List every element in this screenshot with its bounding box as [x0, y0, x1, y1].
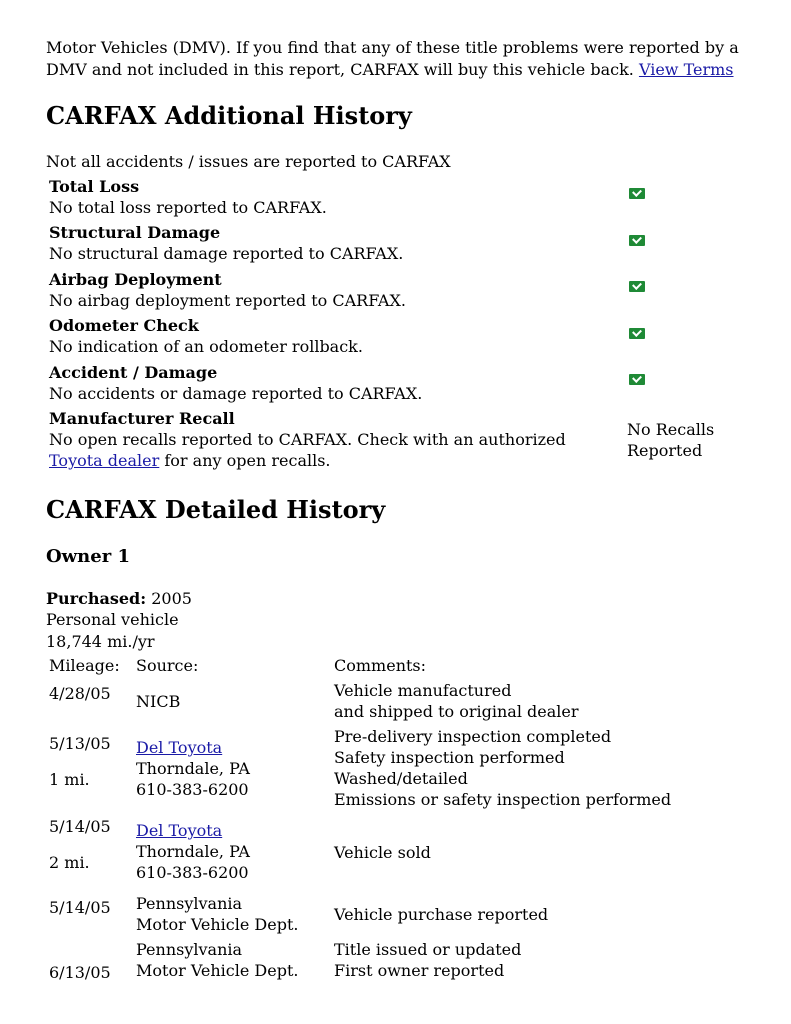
green-checkmark-icon	[629, 328, 645, 339]
source-line: Pennsylvania	[136, 894, 243, 913]
airbag-deployment-item	[49, 269, 749, 311]
source-line: Motor Vehicle Dept.	[136, 961, 299, 980]
item-desc	[49, 429, 621, 471]
del-toyota-link[interactable]: Del Toyota	[136, 821, 223, 840]
comment-line: and shipped to original dealer	[334, 702, 579, 721]
item-title: Accident / Damage	[49, 363, 218, 382]
source-column-header: Source:	[136, 656, 199, 675]
recall-status	[627, 419, 714, 461]
detailed-history-heading: CARFAX Detailed History	[46, 495, 386, 524]
source-line: Motor Vehicle Dept.	[136, 915, 299, 934]
record-comments	[334, 726, 754, 810]
record-comments	[334, 680, 754, 722]
recall-status-line2: Reported	[627, 441, 703, 460]
item-desc: No accidents or damage reported to CARFAX.	[49, 384, 423, 403]
owner-heading: Owner 1	[46, 546, 130, 567]
intro-text: Motor Vehicles (DMV). If you find that any of these title problems were reported by a DMV and not included in this report, CARFAX will buy this vehicle back.	[46, 38, 739, 79]
item-title: Odometer Check	[49, 316, 199, 335]
mileage-column-header: Mileage:	[49, 656, 120, 675]
item-title: Airbag Deployment	[49, 270, 222, 289]
additional-history-note: Not all accidents / issues are reported to CARFAX	[46, 152, 451, 171]
recall-desc-end: for any open recalls.	[164, 451, 331, 470]
record-date: 5/14/05	[49, 898, 111, 917]
record-source	[136, 893, 298, 935]
comment-line: Title issued or updated	[334, 940, 522, 959]
record-mileage: 2 mi.	[49, 853, 90, 872]
record-source: NICB	[136, 692, 181, 711]
comment-line: Safety inspection performed	[334, 748, 565, 767]
additional-history-heading: CARFAX Additional History	[46, 101, 412, 130]
purchased-label: Purchased:	[46, 589, 147, 608]
comment-line: First owner reported	[334, 961, 505, 980]
item-title: Structural Damage	[49, 223, 221, 242]
purchased-value: 2005	[151, 589, 192, 608]
recall-desc: No open recalls reported to CARFAX. Check with an authorized	[49, 430, 566, 449]
comment-line: Vehicle manufactured	[334, 681, 512, 700]
record-source	[136, 737, 250, 800]
record-date: 5/13/05	[49, 734, 111, 753]
source-line: Thorndale, PA	[136, 759, 250, 778]
item-title: Manufacturer Recall	[49, 409, 235, 428]
accident-damage-item	[49, 362, 749, 404]
record-comments	[334, 939, 521, 981]
comment-line: Washed/detailed	[334, 769, 468, 788]
record-source	[136, 820, 250, 883]
vehicle-type: Personal vehicle	[46, 610, 179, 629]
source-line: 610-383-6200	[136, 780, 249, 799]
item-desc: No structural damage reported to CARFAX.	[49, 244, 404, 263]
comment-line: Pre-delivery inspection completed	[334, 727, 612, 746]
view-terms-link[interactable]: View Terms	[638, 60, 734, 79]
total-loss-item	[49, 176, 749, 218]
miles-per-year: 18,744 mi./yr	[46, 632, 155, 651]
item-desc: No airbag deployment reported to CARFAX.	[49, 291, 406, 310]
record-comments: Vehicle purchase reported	[334, 905, 549, 924]
record-date: 4/28/05	[49, 684, 111, 703]
record-date: 6/13/05	[49, 963, 111, 982]
buyback-intro	[46, 37, 751, 81]
source-line: 610-383-6200	[136, 863, 249, 882]
green-checkmark-icon	[629, 374, 645, 385]
comment-line: Emissions or safety inspection performed	[334, 790, 672, 809]
comments-column-header: Comments:	[334, 656, 427, 675]
green-checkmark-icon	[629, 188, 645, 199]
green-checkmark-icon	[629, 281, 645, 292]
item-desc: No total loss reported to CARFAX.	[49, 198, 327, 217]
toyota-dealer-link[interactable]: Toyota dealer	[49, 451, 160, 470]
record-date: 5/14/05	[49, 817, 111, 836]
record-source	[136, 939, 298, 981]
purchased-line	[46, 588, 192, 609]
del-toyota-link[interactable]: Del Toyota	[136, 738, 223, 757]
manufacturer-recall-item	[49, 408, 621, 471]
recall-status-line1: No Recalls	[627, 420, 715, 439]
item-desc: No indication of an odometer rollback.	[49, 337, 363, 356]
green-checkmark-icon	[629, 235, 645, 246]
source-line: Pennsylvania	[136, 940, 243, 959]
source-line: Thorndale, PA	[136, 842, 250, 861]
odometer-check-item	[49, 315, 749, 357]
item-title: Total Loss	[49, 177, 140, 196]
record-comments: Vehicle sold	[334, 843, 431, 862]
record-mileage: 1 mi.	[49, 770, 90, 789]
structural-damage-item	[49, 222, 749, 264]
